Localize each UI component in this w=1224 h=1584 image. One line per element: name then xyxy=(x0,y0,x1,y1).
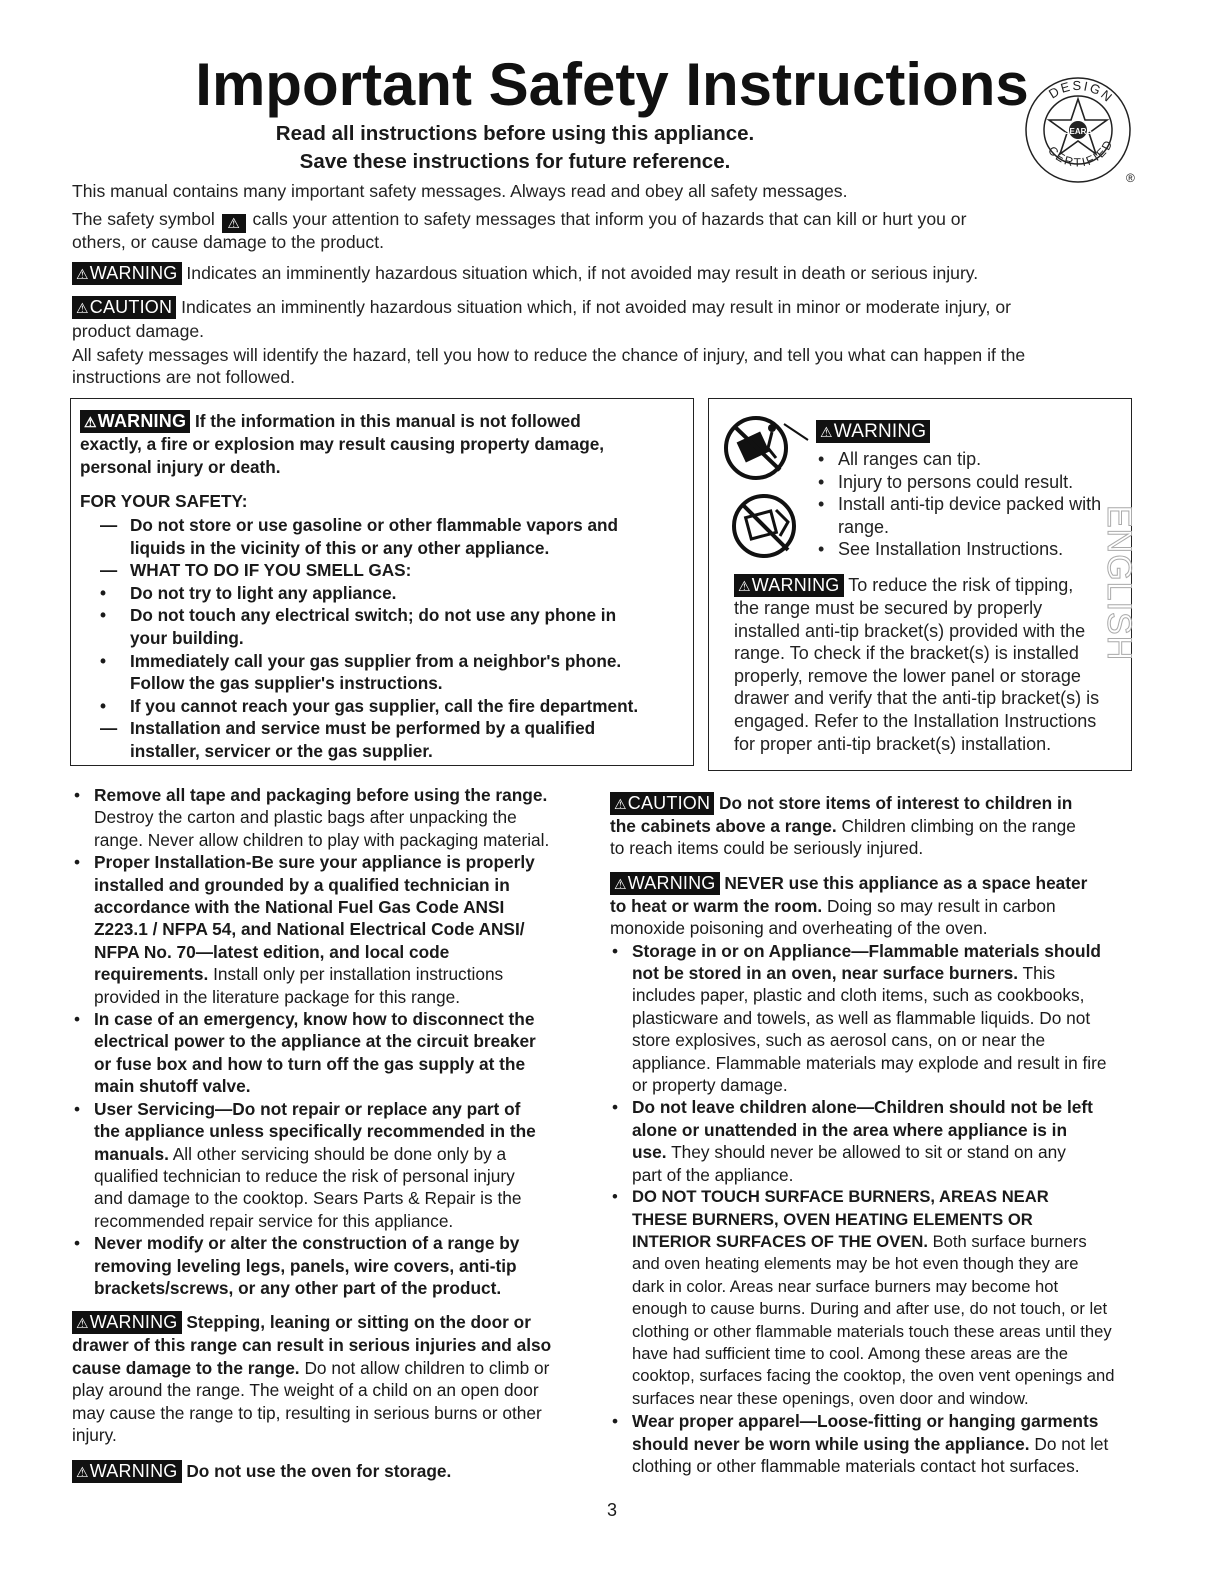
right-column xyxy=(610,792,1130,1477)
warning-badge: ⚠WARNING xyxy=(734,574,844,597)
all-messages-line-2: instructions are not followed. xyxy=(72,367,295,387)
warning-badge: ⚠WARNING xyxy=(72,1311,182,1334)
alert-triangle-icon: ⚠ xyxy=(76,300,89,316)
gas-warning-heading: ⚠WARNING If the information in this manual is not followed exactly, a fire or explosion may result causing property damage, personal injury or death. xyxy=(80,411,605,477)
gas-safety-item: • Do not touch any electrical switch; do not use any phone in your building. xyxy=(100,605,617,648)
gas-safety-item: • Immediately call your gas supplier from a neighbor's phone. Follow the gas supplier's instructions. xyxy=(100,650,622,694)
gas-safety-item: — Installation and service must be performed by a qualified installer, servicer or the gas supplier. xyxy=(100,718,596,761)
list-item: • Wear proper apparel—Loose-fitting or hanging garments should never be worn while using the appliance. Do not let clothing or other flammable materials contact hot surfaces. xyxy=(612,1411,1109,1476)
page-number: 3 xyxy=(606,1500,617,1520)
gas-safety-item: — WHAT TO DO IF YOU SMELL GAS: xyxy=(100,560,412,581)
alert-triangle-icon: ⚠ xyxy=(76,1315,89,1332)
left-column xyxy=(72,784,602,1483)
intro-line: This manual contains many important safety messages. Always read and obey all safety messages. xyxy=(72,181,848,201)
anti-tip-line: range. To check if the bracket(s) is installed xyxy=(734,643,1079,664)
list-item: • Do not leave children alone—Children should not be left alone or unattended in the area where appliance is in use. They should never be allowed to sit or stand on any part of the appliance. xyxy=(612,1097,1093,1185)
alert-triangle-icon: ⚠ xyxy=(614,796,627,812)
warning-definition: ⚠WARNING Indicates an imminently hazardous situation which, if not avoided may result in death or serious injury. xyxy=(72,262,978,285)
caution-badge: ⚠CAUTION xyxy=(72,296,176,319)
design-certified-seal-icon xyxy=(1020,72,1138,190)
caution-definition-2: product damage. xyxy=(72,321,205,341)
anti-tip-line: the range must be secured by properly xyxy=(734,598,1043,618)
gas-safety-list xyxy=(80,514,690,763)
subtitle-save: Save these instructions for future reference. xyxy=(299,150,731,173)
list-item: • In case of an emergency, know how to disconnect the electrical power to the appliance at the circuit breaker or fuse box and how to turn off the gas supply at the main shutoff valve. xyxy=(74,1009,536,1097)
list-item: • Never modify or alter the construction of a range by removing leveling legs, panels, wire covers, anti-tip brackets/screws, or any other part of the product. xyxy=(74,1233,520,1298)
space-heater-warning: ⚠WARNING NEVER use this appliance as a space heater to heat or warm the room. Doing so may result in carbon monoxide poisoning and overheating of the oven. xyxy=(610,872,1088,939)
anti-tip-bullet: • See Installation Instructions. xyxy=(818,539,1064,560)
safety-symbol-line: The safety symbol ⚠ calls your attention to safety messages that inform you of hazards that can kill or hurt you or xyxy=(72,209,967,231)
svg-text:ENGLISH: ENGLISH xyxy=(1100,505,1138,662)
anti-tip-instructions: ⚠WARNING To reduce the risk of tipping, the range must be secured by properly installed anti-tip bracket(s) provided with the range. To check if the bracket(s) is installed properly, remove the lower panel or storage drawer and verify that the anti-tip bracket(s) is engaged. Refer to the Installation Instructions for proper anti-tip bracket(s) installation. xyxy=(734,574,1126,755)
anti-tip-line: drawer and verify that the anti-tip bracket(s) is xyxy=(734,688,1100,709)
oven-storage-warning: ⚠WARNING Do not use the oven for storage. xyxy=(72,1460,602,1483)
for-your-safety-label: FOR YOUR SAFETY: xyxy=(80,491,248,511)
children-cabinet-caution: ⚠CAUTION Do not store items of interest to children in the cabinets above a range. Children climbing on the range to reach items could be seriously injured. xyxy=(610,793,1076,859)
anti-tip-line: installed anti-tip bracket(s) provided with the xyxy=(734,620,1086,641)
list-item: • Remove all tape and packaging before using the range. Destroy the carton and plastic bags after unpacking the range. Never allow children to play with packaging material. xyxy=(74,785,550,850)
alert-triangle-icon: ⚠ xyxy=(76,266,89,282)
anti-tip-bullet-list xyxy=(816,448,1126,561)
english-side-tab xyxy=(1100,505,1186,745)
safety-alert-symbol-icon: ⚠ xyxy=(222,214,246,233)
stepping-warning: ⚠WARNING Stepping, leaning or sitting on the door or drawer of this range can result in serious injuries and also cause damage to the range. Do not allow children to climb or play around the range. The weight of a child on an open door may cause the range to tip, resulting in serious burns or other injury. xyxy=(72,1312,552,1445)
anti-tip-line: engaged. Refer to the Installation Instructions xyxy=(734,710,1097,731)
caution-definition: ⚠CAUTION Indicates an imminently hazardous situation which, if not avoided may result in minor or moderate injury, or xyxy=(72,296,1011,319)
anti-tip-device-icon xyxy=(728,488,812,568)
gas-safety-item: • Do not try to light any appliance. xyxy=(100,582,397,603)
list-item: • DO NOT TOUCH SURFACE BURNERS, AREAS NEAR THESE BURNERS, OVEN HEATING ELEMENTS OR INTERIOR SURFACES OF THE OVEN. Both surface burners and oven heating elements may be hot even though they are dark in color. Areas near surface burners may become hot enough to cause burns. During and after use, do not touch, or let clothing or other flammable materials touch these areas until they have had sufficient time to cool. Among these areas are the cooktop, surfaces facing the cooktop, the oven vent openings and surfaces near these openings, oven door and window. xyxy=(612,1187,1115,1408)
anti-tip-bullet: • All ranges can tip. xyxy=(818,449,982,469)
anti-tip-bullet: • Injury to persons could result. xyxy=(818,471,1074,492)
caution-badge: ⚠CAUTION xyxy=(610,792,714,815)
list-item: • User Servicing—Do not repair or replace any part of the appliance unless specifically recommended in the manuals. All other servicing should be done only by a qualified technician to reduce the risk of personal injury and damage to the cooktop. Sears Parts & Repair is the recommended repair service for this appliance. xyxy=(74,1098,536,1231)
page-title: Important Safety Instructions xyxy=(195,51,1029,118)
subtitle-read: Read all instructions before using this appliance. xyxy=(275,122,755,145)
alert-triangle-icon: ⚠ xyxy=(738,578,751,594)
list-item: • Storage in or on Appliance—Flammable materials should not be stored in an oven, near surface burners. This includes paper, plastic and cloth items, such as cookbooks, plasticware and towels, as well as flammable liquids. Do not store explosives, such as aerosol cans, on or near the appliance. Flammable materials may explode and result in fire or property damage. xyxy=(612,940,1107,1096)
seal-center-text: SEARS xyxy=(1064,127,1092,136)
list-item: • Proper Installation-Be sure your appliance is properly installed and grounded by a qualified technician in accordance with the National Fuel Gas Code ANSI Z223.1 / NFPA 54, and National Electrical Code ANSI/ NFPA No. 70—latest edition, and local code requirements. Install only per installation instructions provided in the literature package for this range. xyxy=(74,852,535,1007)
warning-badge: ⚠WARNING xyxy=(72,1460,182,1483)
range-tipping-prohibited-icon xyxy=(722,412,812,482)
alert-triangle-icon: ⚠ xyxy=(820,424,833,440)
seal-registered-mark: ® xyxy=(1126,171,1135,185)
gas-safety-item: • If you cannot reach your gas supplier, call the fire department. xyxy=(100,695,639,716)
all-messages-line: All safety messages will identify the hazard, tell you how to reduce the chance of injury, and tell you what can happen if the xyxy=(72,345,1026,365)
alert-triangle-icon: ⚠ xyxy=(84,414,97,430)
anti-tip-line: for proper anti-tip bracket(s) installation. xyxy=(734,733,1052,754)
warning-badge: ⚠WARNING xyxy=(72,262,182,285)
safety-symbol-line-2: others, or cause damage to the product. xyxy=(72,232,384,252)
anti-tip-bullet: • Install anti-tip device packed with xyxy=(818,494,1102,515)
anti-tip-line: properly, remove the lower panel or storage xyxy=(734,665,1081,686)
anti-tip-bullet: range. xyxy=(838,516,890,537)
seal-bottom-text: CERTIFIED xyxy=(1045,136,1117,170)
gas-safety-item: — Do not store or use gasoline or other flammable vapors and liquids in the vicinity of this or any other appliance. xyxy=(100,515,619,558)
alert-triangle-icon: ⚠ xyxy=(614,875,627,892)
svg-text:CERTIFIED xyxy=(1045,137,1116,170)
alert-triangle-icon: ⚠ xyxy=(76,1464,89,1481)
warning-badge: ⚠WARNING xyxy=(80,410,190,433)
anti-tip-warning-badge: ⚠WARNING xyxy=(816,420,930,443)
warning-badge: ⚠WARNING xyxy=(610,872,720,895)
seal-top-text: DESIGN xyxy=(1046,77,1117,106)
